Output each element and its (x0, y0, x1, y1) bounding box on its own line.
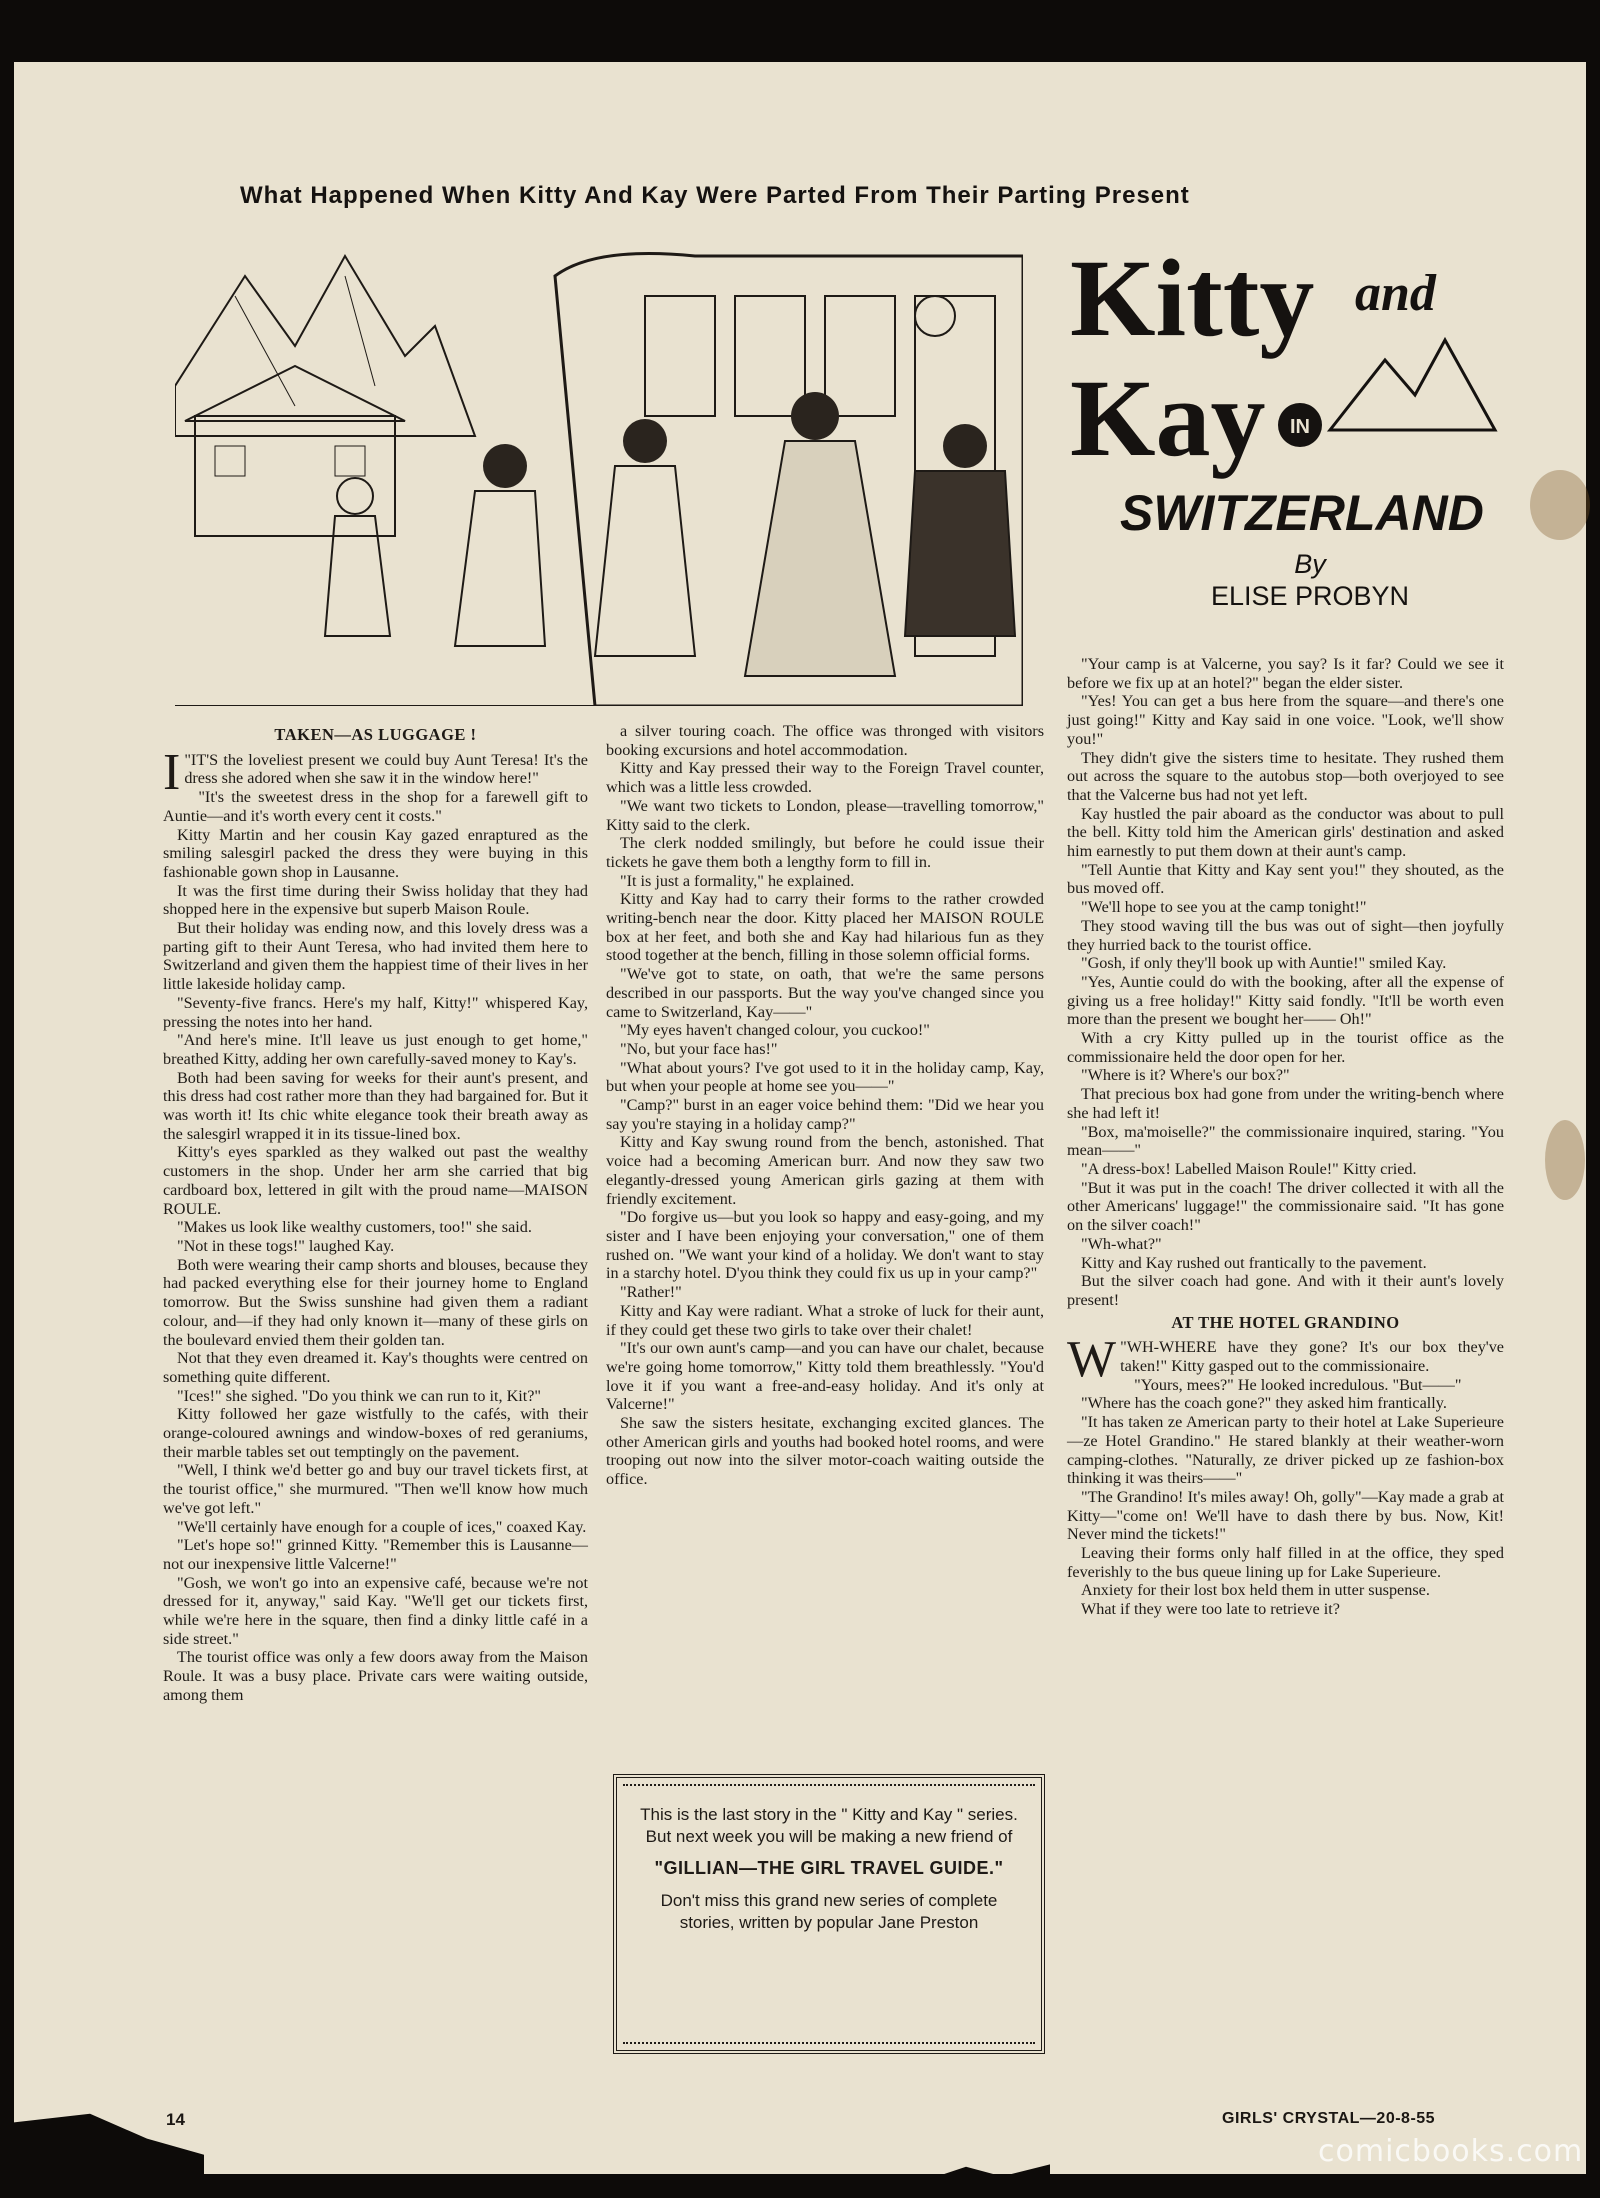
paragraph: Anxiety for their lost box held them in utter suspense. (1081, 1581, 1430, 1600)
paragraph: "We've got to state, on oath, that we're the same persons described in our passports. But the way you've changed since you came to Switzerland, Kay——" (606, 965, 1044, 1021)
paragraph: "We'll certainly have enough for a couple of ices," coaxed Kay. (177, 1517, 587, 1536)
masthead-word-in: IN (1290, 416, 1310, 438)
paragraph: Kitty and Kay rushed out frantically to the pavement. (1081, 1253, 1427, 1272)
paragraph: "Well, I think we'd better go and buy our travel tickets first, at the tourist office," she murmured. "Then we'll know how much we've got left." (163, 1461, 588, 1517)
opening-text: "IT'S the loveliest present we could buy Aunt Teresa! It's the dress she adored when she saw it in the window here!" (184, 750, 588, 788)
paragraph: That precious box had gone from under the writing-bench where she had left it! (1067, 1085, 1504, 1122)
masthead-word-switzerland: SWITZERLAND (1120, 485, 1484, 541)
paragraph: But the silver coach had gone. And with it their aunt's lovely present! (1067, 1272, 1504, 1309)
paragraph: "Where has the coach gone?" they asked him frantically. (1081, 1394, 1447, 1413)
paragraph: "It's the sweetest dress in the shop for a farewell gift to Auntie—and it's worth every cent it costs." (163, 788, 588, 825)
paragraph: The tourist office was only a few doors away from the Maison Roule. It was a busy place. Private cars were waiting outside, among them (163, 1648, 588, 1704)
paragraph: "Not in these togs!" laughed Kay. (177, 1236, 395, 1255)
paragraph: It was the first time during their Swiss holiday that they had shopped here in the expensive but superb Maison Roule. (163, 881, 588, 919)
mountain-icon (1330, 340, 1495, 430)
paragraph: Kitty and Kay had to carry their forms to the rather crowded writing-bench near the door. Kitty placed her MAISON ROULE box at her feet, and both she and Kay had hilarious fun as they stood together at the bench, filling in those solemn official forms. (606, 890, 1044, 965)
site-watermark: comicbooks.com (1318, 2134, 1584, 2169)
article-column-1 (163, 722, 588, 1705)
paragraph: "It is just a formality," he explained. (620, 871, 855, 890)
section-heading: TAKEN—AS LUGGAGE ! (274, 725, 477, 744)
paragraph: "My eyes haven't changed colour, you cuckoo!" (620, 1021, 930, 1040)
paper-stain (1530, 470, 1590, 540)
notice-intro: This is the last story in the " Kitty and Kay " series. But next week you will be making a new friend of (640, 1805, 1018, 1846)
paragraph: "Where is it? Where's our box?" (1081, 1066, 1290, 1085)
paragraph: "Camp?" burst in an eager voice behind them: "Did we hear you say you're staying in a holiday camp?" (606, 1096, 1044, 1133)
paragraph: Kitty followed her gaze wistfully to the cafés, with their orange-coloured awnings and window-boxes of red geraniums, their marble tables set out temptingly on the pavement. (163, 1405, 588, 1461)
column-paragraphs (163, 788, 588, 1704)
paragraph: Kitty's eyes sparkled as they walked out past the wealthy customers in the shop. Under her arm she carried that big cardboard box, lettered in gilt with the proud name—MAISON ROULE. (163, 1143, 588, 1218)
masthead-logo (1065, 230, 1505, 550)
paragraph: "And here's mine. It'll leave us just enough to get home," breathed Kitty, adding her own carefully-saved money to Kay's. (163, 1031, 588, 1068)
page-number: 14 (166, 2110, 185, 2129)
story-masthead (1065, 230, 1505, 580)
paragraph: "Gosh, if only they'll book up with Auntie!" smiled Kay. (1081, 954, 1447, 973)
paragraph: But their holiday was ending now, and this lovely dress was a parting gift to their Aunt Teresa, who had invited them here to Switzerland and given them the happiest time of their lives in her little lakeside holiday camp. (163, 919, 588, 994)
paragraph: "Your camp is at Valcerne, you say? Is it far? Could we see it before we fix up at an hotel?" began the elder sister. (1067, 655, 1504, 692)
paragraph: "A dress-box! Labelled Maison Roule!" Kitty cried. (1081, 1159, 1417, 1178)
paragraph: "Seventy-five francs. Here's my half, Kitty!" whispered Kay, pressing the notes into her hand. (163, 993, 588, 1031)
paragraph: "Yours, mees?" He looked incredulous. "But——" (1134, 1375, 1462, 1394)
paragraph: They stood waving till the bus was out of sight—then joyfully they hurried back to the tourist office. (1067, 916, 1504, 954)
paragraph: They didn't give the sisters time to hesitate. They rushed them out across the square to the autobus stop—both overjoyed to see that the Valcerne bus had not yet left. (1067, 748, 1504, 804)
article-column-3 (1067, 655, 1504, 1619)
byline-by: By (1294, 549, 1326, 579)
masthead-word-kitty: Kitty (1070, 237, 1315, 359)
paragraph: "It's our own aunt's camp—and you can have our chalet, because we're going home tomorrow," Kitty told them breathlessly. "You'd love it if you want a free-and-easy holiday. And it's only at Valcerne!" (606, 1339, 1044, 1414)
masthead-word-and: and (1355, 265, 1436, 322)
paragraph: "The Grandino! It's miles away! Oh, golly"—Kay made a grab at Kitty—"come on! We'll have to dash there by bus. Now, Kit! Never mind the tickets!" (1067, 1487, 1504, 1544)
paragraph: Not that they even dreamed it. Kay's thoughts were centred on something quite different. (163, 1349, 588, 1386)
column-paragraphs (1067, 1376, 1504, 1619)
paragraph: The clerk nodded smilingly, but before he could issue their tickets he gave them both a lengthy form to fill in. (606, 834, 1044, 871)
drop-cap: W (1067, 1331, 1117, 1389)
byline (1180, 548, 1440, 612)
paragraph: "Box, ma'moiselle?" the commissionaire inquired, staring. "You mean——" (1067, 1122, 1504, 1160)
paragraph: Kay hustled the pair aboard as the conductor was about to pull the bell. Kitty told him the American girls' destination and asked him earnestly to put them down at their aunt's camp. (1067, 804, 1504, 861)
opening-text-2: "WH-WHERE have they gone? It's our box they've taken!" Kitty gasped out to the commissionaire. (1120, 1338, 1504, 1376)
paragraph: "What about yours? I've got used to it in the holiday camp, Kay, but when your people at home see you——" (606, 1058, 1044, 1096)
paragraph: "Yes! You can get a bus here from the square—and there's one just going!" Kitty and Kay said in one voice. "Look, we'll show you!" (1067, 692, 1504, 748)
paragraph: Both were wearing their camp shorts and blouses, because they had packed everything else for their journey home to England tomorrow. But the Swiss sunshine had given them a radiant colour, and—if they had only known it—many of these girls on the boulevard envied them their golden tan. (163, 1255, 588, 1349)
paragraph: Kitty and Kay were radiant. What a stroke of luck for their aunt, if they could get these two girls to take over their chalet! (606, 1301, 1044, 1339)
column-paragraphs (1067, 655, 1504, 1310)
paragraph: "Do forgive us—but you look so happy and easy-going, and my sister and I have been enjoying your conversation," one of them rushed on. "We want your kind of a holiday. We don't want to stay in a starchy hotel. D'you think they could fix us up in your camp?" (606, 1208, 1044, 1283)
next-week-notice (613, 1774, 1045, 2054)
paragraph: "Rather!" (620, 1283, 682, 1302)
paragraph: "Gosh, we won't go into an expensive café, because we're not dressed for it, anyway," said Kay. "We'll get our tickets first, while we're here in the square, then find a dinky little café in a side street." (163, 1573, 588, 1648)
issue-line: GIRLS' CRYSTAL—20-8-55 (1222, 2110, 1436, 2127)
paragraph: "Yes, Auntie could do with the booking, after all the expense of giving us a free holiday!" Kitty said fondly. "It'll be worth even more than the present we bought her—— Oh!" (1067, 972, 1504, 1029)
paragraph: a silver touring coach. The office was thronged with visitors booking excursions and hotel accommodation. (606, 722, 1044, 759)
notice-outro: Don't miss this grand new series of complete stories, written by popular Jane Preston (660, 1891, 998, 1932)
paragraph: Leaving their forms only half filled in at the office, they sped feverishly to the bus queue lining up for Lake Superieure. (1067, 1544, 1504, 1581)
article-column-2 (606, 722, 1044, 1489)
paragraph: She saw the sisters hesitate, exchanging excited glances. The other American girls and youths had booked hotel rooms, and were trooping out now into the silver motor-coach waiting outside the office. (606, 1414, 1044, 1489)
paragraph: "We want two tickets to London, please—travelling tomorrow," Kitty said to the clerk. (606, 796, 1044, 834)
paragraph: "No, but your face has!" (620, 1039, 778, 1058)
paragraph: "Let's hope so!" grinned Kitty. "Remember this is Lausanne—not our inexpensive little Valcerne!" (163, 1536, 588, 1573)
section-heading-2: AT THE HOTEL GRANDINO (1171, 1312, 1400, 1332)
opening-paragraph (163, 743, 588, 801)
paper-stain (1545, 1120, 1585, 1200)
drop-cap: I (163, 743, 181, 801)
paragraph: "Wh-what?" (1081, 1234, 1162, 1253)
paragraph: "But it was put in the coach! The driver collected it with all the other Americans' luggage!" the commissionaire said. "It has gone on the silver coach!" (1067, 1178, 1504, 1235)
paragraph: Kitty and Kay pressed their way to the Foreign Travel counter, which was a little less crowded. (606, 759, 1044, 797)
paragraph: "Tell Auntie that Kitty and Kay sent you!" they shouted, as the bus moved off. (1067, 860, 1504, 898)
column-paragraphs (606, 722, 1044, 1489)
story-illustration (175, 236, 1023, 706)
paragraph: Kitty Martin and her cousin Kay gazed enraptured as the smiling salesgirl packed the dress they were buying in this fashionable gown shop in Lausanne. (163, 825, 588, 881)
paragraph: With a cry Kitty pulled up in the tourist office as the commissionaire held the door open for her. (1067, 1029, 1504, 1066)
author-name: ELISE PROBYN (1210, 581, 1410, 611)
paragraph: "It has taken ze American party to their hotel at Lake Superieure—ze Hotel Grandino." He stared blankly at their weather-worn camping-clothes. "Naturally, ze driver picked up ze fashion-box thinking it was theirs——" (1067, 1413, 1504, 1488)
paragraph: "We'll hope to see you at the camp tonight!" (1081, 898, 1367, 917)
paragraph: What if they were too late to retrieve it? (1081, 1600, 1340, 1619)
notice-headline: "GILLIAN—THE GIRL TRAVEL GUIDE." (654, 1858, 1004, 1878)
paragraph: Both had been saving for weeks for their aunt's present, and this dress had cost rather more than they had bargained for. But it was worth it! Its chic white elegance took their breath away as the salesgirl wrapped it in its tissue-lined box. (163, 1068, 588, 1143)
paragraph: "Ices!" she sighed. "Do you think we can run to it, Kit?" (177, 1386, 542, 1405)
paragraph: "Makes us look like wealthy customers, too!" she said. (177, 1218, 532, 1237)
masthead-word-kay: Kay (1070, 357, 1266, 479)
story-supertitle: What Happened When Kitty And Kay Were Parted From Their Parting Present (240, 182, 1190, 209)
paragraph: Kitty and Kay swung round from the bench, astonished. That voice had a becoming American burr. And now they saw two elegantly-dressed young American girls gazing at them with friendly excitement. (606, 1133, 1044, 1208)
